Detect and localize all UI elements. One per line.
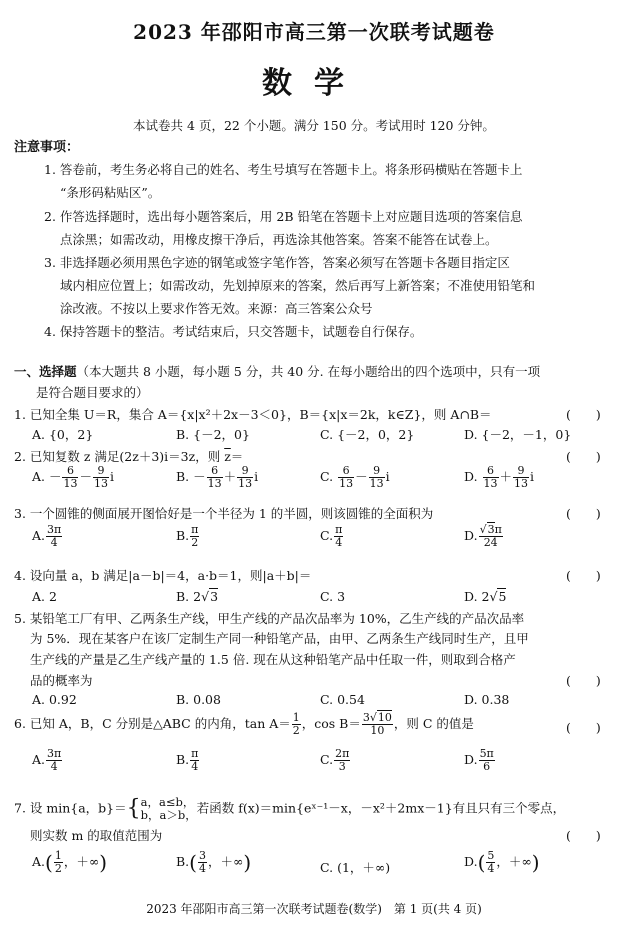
fraction <box>46 524 62 549</box>
fraction <box>338 465 354 490</box>
fraction <box>62 465 78 490</box>
operator: － <box>355 469 368 484</box>
denominator: 13 <box>207 477 222 490</box>
paren-open: ( <box>45 850 53 875</box>
denominator: 4 <box>487 862 495 875</box>
q7-option-b <box>176 850 251 875</box>
subject-title: 数学 <box>262 66 366 101</box>
q4-option-d: D. 2√5 <box>464 589 507 604</box>
question-7-stem <box>14 796 565 822</box>
q7-option-a <box>32 850 107 875</box>
q7-option-c: C. (1，＋∞) <box>320 860 391 875</box>
coefficient: 3 <box>362 711 370 724</box>
numerator: 3π <box>47 747 62 760</box>
denominator: 13 <box>94 477 108 490</box>
q5-option-a: A. 0.92 <box>32 692 77 707</box>
numerator: π <box>335 523 343 536</box>
q2-option-c <box>320 465 390 490</box>
q4-option-b: B. 2√3 <box>176 589 219 604</box>
radicand: 10 <box>377 711 392 724</box>
option-label: C. <box>320 469 338 484</box>
exam-title: 2023 年邵阳市高三第一次联考试题卷 <box>133 20 495 44</box>
fraction <box>93 465 109 490</box>
option-text: D. 2 <box>464 589 490 604</box>
numerator: 6 <box>62 465 78 478</box>
operator: ＋ <box>499 469 513 484</box>
denominator: 13 <box>483 477 498 490</box>
fraction <box>292 712 301 737</box>
numerator: π <box>191 747 199 760</box>
radicand: 5 <box>498 589 507 604</box>
pi-symbol: π <box>494 523 502 536</box>
answer-bracket: ( ) <box>566 407 601 422</box>
question-5-line: 生产线的产量是乙生产线产量的 1.5 倍. 现在从这种铅笔产品中任取一件，则取到合格产 <box>30 652 516 667</box>
fraction <box>190 748 199 773</box>
question-4-stem: 4. 设向量 a，b 满足|a－b|＝4，a·b＝1，则|a＋b|＝ <box>14 568 312 583</box>
q3-option-d <box>464 524 504 549</box>
section-desc: （本大题共 8 小题，每小题 5 分，共 40 分. 在每小题给出的四个选项中，只有一项 <box>76 364 541 379</box>
numerator: 1 <box>54 849 62 862</box>
denominator: 4 <box>50 536 58 549</box>
notice-line: 1. 答卷前，考生务必将自己的姓名、考生号填写在答题卡上。将条形码横贴在答题卡上 <box>44 162 523 177</box>
imag-unit: i <box>530 469 535 484</box>
option-label: D. <box>464 528 478 543</box>
numerator: 6 <box>207 465 223 478</box>
answer-bracket: ( ) <box>566 720 601 735</box>
fraction <box>513 465 529 490</box>
q6-stem-text: ，则 C 的值是 <box>393 716 474 731</box>
section-title: 一、选择题 <box>14 364 77 379</box>
q5-option-c: C. 0.54 <box>320 692 365 707</box>
piecewise-cases <box>141 796 197 822</box>
option-label: D. <box>464 469 482 484</box>
numerator: √3π <box>479 523 502 536</box>
notice-line: 涂改液。不按以上要求作答无效。来源：高三答案公众号 <box>60 301 373 316</box>
option-label: D. <box>464 752 478 767</box>
q2-option-b <box>176 465 258 490</box>
numerator: π <box>191 523 199 536</box>
paren-close: ) <box>243 850 252 875</box>
q6-option-c <box>320 748 351 773</box>
denominator: 4 <box>191 760 199 773</box>
fraction <box>483 465 499 490</box>
option-text: B. 2 <box>176 589 202 604</box>
answer-bracket: ( ) <box>566 568 601 583</box>
option-label: B. <box>176 752 190 767</box>
fraction <box>207 465 223 490</box>
fraction <box>369 465 385 490</box>
question-5-line: 品的概率为 <box>30 673 93 688</box>
interval-rest: ，＋∞ <box>207 854 244 869</box>
fraction <box>198 850 207 875</box>
q1-option-b: B. {－2，0} <box>176 427 250 442</box>
paren-open: ( <box>189 850 197 875</box>
fraction <box>334 748 350 773</box>
notice-line: 4. 保持答题卡的整洁。考试结束后，只交答题卡，试题卷自行保存。 <box>44 324 423 339</box>
q5-option-d: D. 0.38 <box>464 692 510 707</box>
notice-line: “条形码粘贴区”。 <box>60 185 161 200</box>
notice-line: 3. 非选择题必须用黑色字迹的钢笔或签字笔作答，答案必须写在答题卡各题目指定区 <box>44 255 510 270</box>
denominator: 2 <box>54 862 62 875</box>
numerator: 6 <box>338 465 354 478</box>
q2-option-a <box>32 465 114 490</box>
option-label: B. <box>176 854 190 869</box>
answer-bracket: ( ) <box>566 506 601 521</box>
fraction <box>237 465 253 490</box>
denominator: 4 <box>335 536 343 549</box>
denominator: 13 <box>63 477 78 490</box>
fraction <box>190 524 199 549</box>
paren-open: ( <box>477 850 486 875</box>
denominator: 4 <box>198 862 206 875</box>
imag-unit: i <box>385 469 390 484</box>
q5-option-b: B. 0.08 <box>176 692 221 707</box>
q6-option-b <box>176 748 200 773</box>
q4-option-c: C. 3 <box>320 589 346 604</box>
interval-rest: ，＋∞ <box>496 854 532 869</box>
paren-close: ) <box>99 850 108 875</box>
fraction <box>479 524 503 549</box>
denominator: 13 <box>238 477 253 490</box>
numerator: 5 <box>487 849 495 862</box>
option-label: A. － <box>32 469 62 484</box>
denominator: 13 <box>514 477 529 490</box>
q2-option-d <box>464 465 534 490</box>
q2-stem-eq: ＝ <box>230 449 244 464</box>
q1-option-d: D. {－2，－1，0} <box>464 427 572 442</box>
q3-option-c <box>320 524 344 549</box>
question-5-line: 5. 某铅笔工厂有甲、乙两条生产线，甲生产线的产品次品率为 10%，乙生产线的产品次品率 <box>14 611 525 626</box>
answer-bracket: ( ) <box>566 673 601 688</box>
numerator: 3√10 <box>362 711 392 724</box>
imag-unit: i <box>254 469 259 484</box>
q3-option-b <box>176 524 200 549</box>
case-1: a，a≤b， <box>140 795 195 809</box>
numerator: 3 <box>198 849 206 862</box>
radicand: 3 <box>210 589 219 604</box>
numerator: 5π <box>479 747 494 760</box>
denominator: 13 <box>339 477 354 490</box>
option-label: B. － <box>176 469 206 484</box>
numerator: 9 <box>513 465 529 478</box>
notice-line: 域内相应位置上；如需改动，先划掉原来的答案，然后再写上新答案；不准使用铅笔和 <box>60 278 536 293</box>
q4-option-a: A. 2 <box>32 589 57 604</box>
notice-line: 2. 作答选择题时，选出每小题答案后，用 2B 铅笔在答题卡上对应题目选项的答案信息 <box>44 209 523 224</box>
exam-info: 本试卷共 4 页，22 个小题。满分 150 分。考试用时 120 分钟。 <box>133 118 495 133</box>
q2-conjugate-z: $\overline{z}$ <box>224 449 231 464</box>
paren-close: ) <box>531 850 540 875</box>
denominator: 4 <box>50 760 58 773</box>
denominator: 24 <box>483 536 498 549</box>
question-5-line: 为 5%．现在某客户在该厂定制生产同一种铅笔产品，由甲、乙两条生产线同时生产，且甲 <box>30 631 529 646</box>
denominator: 13 <box>369 477 384 490</box>
q6-option-a <box>32 748 63 773</box>
option-label: D. <box>464 854 478 869</box>
question-2-stem <box>14 447 243 465</box>
q7-option-d <box>464 850 540 875</box>
operator: ＋ <box>223 469 237 484</box>
option-label: A. <box>32 752 46 767</box>
denominator: 3 <box>338 760 346 773</box>
numerator: 1 <box>292 711 300 724</box>
brace-symbol: { <box>126 796 141 821</box>
q6-stem-text: 6. 已知 A，B，C 分别是△ABC 的内角，tan A＝ <box>14 716 291 731</box>
option-label: C. <box>320 752 334 767</box>
denominator: 6 <box>483 760 491 773</box>
numerator: 9 <box>237 465 253 478</box>
option-label: B. <box>176 528 190 543</box>
radicand: 3 <box>487 523 495 536</box>
section-desc-cont: 是符合题目要求的） <box>36 385 149 400</box>
question-1-stem: 1. 已知全集 U＝R，集合 A＝{x|x²＋2x－3＜0}，B＝{x|x＝2k，k∈Z}，则 A∩B＝ <box>14 407 492 422</box>
numerator: 6 <box>483 465 499 478</box>
q3-option-a <box>32 524 63 549</box>
q7-stem-text: 若函数 f(x)＝min{eˣ⁻¹－x，－x²＋2mx－1}有且只有三个零点， <box>196 800 566 816</box>
fraction <box>46 748 62 773</box>
question-6-stem <box>14 712 474 737</box>
denominator: 2 <box>191 536 199 549</box>
numerator: 2π <box>335 747 350 760</box>
numerator: 3π <box>47 523 62 536</box>
q2-stem-text: 2. 已知复数 z 满足(2z＋3)i＝3z，则 <box>14 449 221 464</box>
case-2: b，a＞b， <box>140 808 197 822</box>
q1-option-a: A. {0，2} <box>32 427 94 442</box>
notice-heading: 注意事项： <box>14 140 80 155</box>
question-3-stem: 3. 一个圆锥的侧面展开图恰好是一个半径为 1 的半圆，则该圆锥的全面积为 <box>14 506 434 521</box>
fraction <box>334 524 343 549</box>
q6-stem-text: ，cos B＝ <box>301 716 361 731</box>
question-7-line: 则实数 m 的取值范围为 <box>30 828 163 843</box>
denominator: 10 <box>370 724 385 737</box>
numerator: 9 <box>93 465 109 478</box>
imag-unit: i <box>110 469 114 484</box>
page-footer: 2023 年邵阳市高三第一次联考试题卷(数学) 第 1 页(共 4 页) <box>146 902 482 916</box>
q6-option-d <box>464 748 496 773</box>
answer-bracket: ( ) <box>566 828 601 843</box>
fraction <box>479 748 495 773</box>
fraction <box>362 712 393 737</box>
q7-stem-text: 7. 设 min{a，b}＝ <box>14 800 127 816</box>
interval-rest: ，＋∞ <box>63 854 100 869</box>
fraction <box>486 850 495 875</box>
q1-option-c: C. {－2，0，2} <box>320 427 415 442</box>
option-label: A. <box>32 528 46 543</box>
section-heading <box>14 362 540 380</box>
option-label: C. <box>320 528 334 543</box>
notice-line: 点涂黑；如需改动，用橡皮擦干净后，再选涂其他答案。答案不能答在试卷上。 <box>60 232 498 247</box>
denominator: 2 <box>292 724 300 737</box>
option-label: A. <box>32 854 46 869</box>
fraction <box>54 850 63 875</box>
answer-bracket: ( ) <box>566 449 601 464</box>
numerator: 9 <box>369 465 385 478</box>
operator: － <box>79 469 92 484</box>
